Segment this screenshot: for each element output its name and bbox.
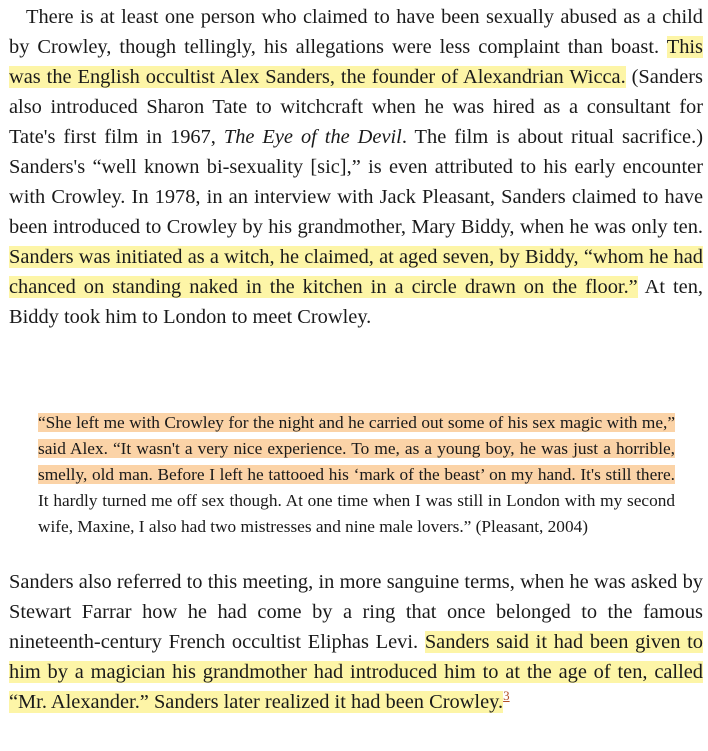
footnote-link[interactable]: 3: [503, 688, 510, 704]
paragraph-1-text-1: There is at least one person who claimed to have been sexually abused as a child by Crowley, though tellingly, his allegations were less complaint than boast.: [9, 6, 703, 58]
paragraph-1: [9, 2, 703, 332]
paragraph-1-text-2: (Sanders also introduced Sharon Tate to witchcraft when he was hired as a consultant for Tate's first film in 1967,: [9, 66, 703, 148]
paragraph-2: [9, 567, 703, 717]
film-title: The Eye of the Devil: [223, 126, 402, 148]
highlight-sanders-wicca: This was the English occultist Alex Sanders, the founder of Alexandrian Wicca.: [9, 36, 703, 88]
paragraph-1-text-3: . The film is about ritual sacrifice.) Sanders's “well known bi-sexuality [sic],” is even attributed to his early encounter with Crowley. In 1978, in an interview with Jack Pleasant, Sanders claimed to have been introduced to Crowley by his grandmother, Mary Biddy, when he was only ten.: [9, 126, 703, 238]
highlight-initiation: Sanders was initiated as a witch, he claimed, at aged seven, by Biddy, “whom he had chanced on standing naked in the kitchen in a circle drawn on the floor.”: [9, 246, 703, 298]
blockquote: [38, 410, 675, 540]
paragraph-1-text-4: At ten, Biddy took him to London to meet Crowley.: [9, 276, 703, 328]
blockquote-text: It hardly turned me off sex though. At one time when I was still in London with my second wife, Maxine, I also had two mistresses and nine male lovers.” (Pleasant, 2004): [38, 491, 675, 536]
highlight-mr-alexander: Sanders said it had been given to him by a magician his grandmother had introduced him to at the age of ten, called “Mr. Alexander.” Sanders later realized it had been Crowley.: [9, 631, 704, 713]
highlight-quote: “She left me with Crowley for the night and he carried out some of his sex magic with me,” said Alex. “It wasn't a very nice experience. To me, as a young boy, he was just a horrible, smelly, old man. Before I left he tattooed his ‘mark of the beast’ on my hand. It's still there.: [38, 413, 675, 484]
paragraph-2-text-1: Sanders also referred to this meeting, in more sanguine terms, when he was asked by Stewart Farrar how he had come by a ring that once belonged to the famous nineteenth-century French occultist Eliphas Levi.: [9, 571, 703, 653]
